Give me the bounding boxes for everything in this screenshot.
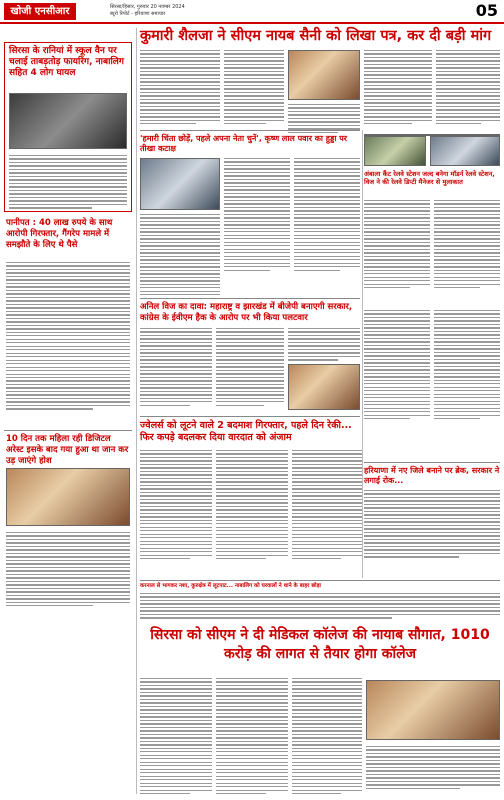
selja-body-col4 — [364, 50, 432, 127]
jeweller-headline: ज्वेलर्स को लूटने वाले 2 बदमाश गिरफ्तार, पहले दिन रेकी... फिर कपड़े बदलकर दिया वारदात को अंजाम — [140, 420, 352, 443]
anil-vij-body-col1 — [140, 328, 212, 408]
selja-body-col5 — [436, 50, 500, 127]
school-firing-headline: सिरसा के रानियां में स्कूल वैन पर चलाई ताबड़तोड़ फायरिंग, नाबालिग सहित 4 लोग घायल — [9, 46, 124, 78]
school-firing-body — [9, 155, 127, 211]
krishna-lal-headline: 'हमारी चिंता छोड़ें, पहले अपना नेता चुनें', कृष्ण लाल पवार का हुड्डा पर तीखा कटाक्ष — [140, 134, 348, 153]
ambala-body-col1 — [364, 200, 430, 291]
jeweller-body-col2 — [216, 450, 288, 562]
medical-body-col3 — [292, 678, 362, 796]
medical-body-col4 — [366, 746, 500, 791]
selja-body-col1 — [140, 50, 220, 127]
medical-college-head-box — [140, 624, 500, 672]
anil-vij-headline: अनिल विज का दावा: महाराष्ट्र व झारखंड में बीजेपी बनाएगी सरकार, कांग्रेस के ईवीएम हैक के आरोप पर भी किया पलटवार — [140, 302, 353, 323]
jeweller-body-col1 — [140, 450, 212, 562]
medical-college-headline: सिरसा को सीएम ने दी मेडिकल कॉलेज की नायाब सौगात, 1010 करोड़ की लागत से तैयार होगा कॉलेज — [150, 627, 490, 662]
right-story-col1 — [364, 310, 430, 422]
medical-body-col1 — [140, 678, 212, 796]
haryana-body — [364, 490, 500, 560]
page-number: 05 — [475, 1, 498, 20]
medical-college-photo — [366, 680, 500, 740]
selja-photo — [288, 50, 360, 100]
krishna-lal-body-col2 — [224, 158, 290, 273]
ambala-headline: अंबाला कैंट रेलवे स्टेशन जल्द बनेगा मॉडर्न रेलवे स्टेशन, विज ने की रेलवे डिप्टी मैनेजर से मुलाकात — [364, 170, 495, 186]
anil-vij-photo — [288, 364, 360, 410]
woman-arrest-headline: 10 दिन तक महिला रही डिजिटल अरेस्ट इसके बाद गया हुआ था जान कर उड़ जाएंगे होश — [6, 434, 129, 466]
krishna-lal-body-col3 — [294, 158, 360, 273]
selja-body-col2 — [224, 50, 284, 127]
anil-vij-body-col3 — [288, 328, 360, 363]
woman-arrest-body — [6, 532, 130, 609]
ambala-body-col2 — [434, 200, 500, 291]
selja-headline: कुमारी शैलजा ने सीएम नायब सैनी को लिखा पत्र, कर दी बड़ी मांग — [140, 28, 492, 44]
krishna-lal-body-col1 — [140, 214, 220, 301]
school-firing-photo — [9, 93, 127, 149]
krishna-lal-photo — [140, 158, 220, 210]
woman-arrest-photo — [6, 468, 130, 526]
medical-body-col2 — [216, 678, 288, 796]
karnal-body — [140, 593, 500, 621]
karnal-headline: करनाल से भागकर नशा, कुरुक्षेत्र में लूटपाट... नाबालिग को घरवालों ने थाने के बाहर छोड़ा — [140, 583, 321, 589]
right-story-col2 — [434, 310, 500, 422]
panipat-headline: पानीपत : 40 लाख रुपये के साथ आरोपी गिरफ्तार, गैंगरेप मामले में समझौते के लिए थे पैसे — [6, 218, 113, 250]
haryana-headline: हरियाणा में नए जिले बनाने पर ब्रेक, सरकार ने लगाई रोक... — [364, 466, 500, 485]
school-firing-story — [4, 42, 132, 212]
panipat-body — [6, 262, 130, 412]
masthead — [0, 0, 504, 24]
newspaper-name: खोजी एनसीआर — [4, 3, 76, 20]
jeweller-body-col3 — [292, 450, 362, 562]
anil-vij-body-col2 — [216, 328, 284, 408]
masthead-meta: सिरसा/हिसार, गुरुवार 20 नवम्बर 2024 ब्यूरो रिपोर्ट - हरियाणा समाचार — [110, 4, 185, 17]
ambala-photo-2 — [430, 136, 500, 166]
ambala-photo-1 — [364, 136, 426, 166]
